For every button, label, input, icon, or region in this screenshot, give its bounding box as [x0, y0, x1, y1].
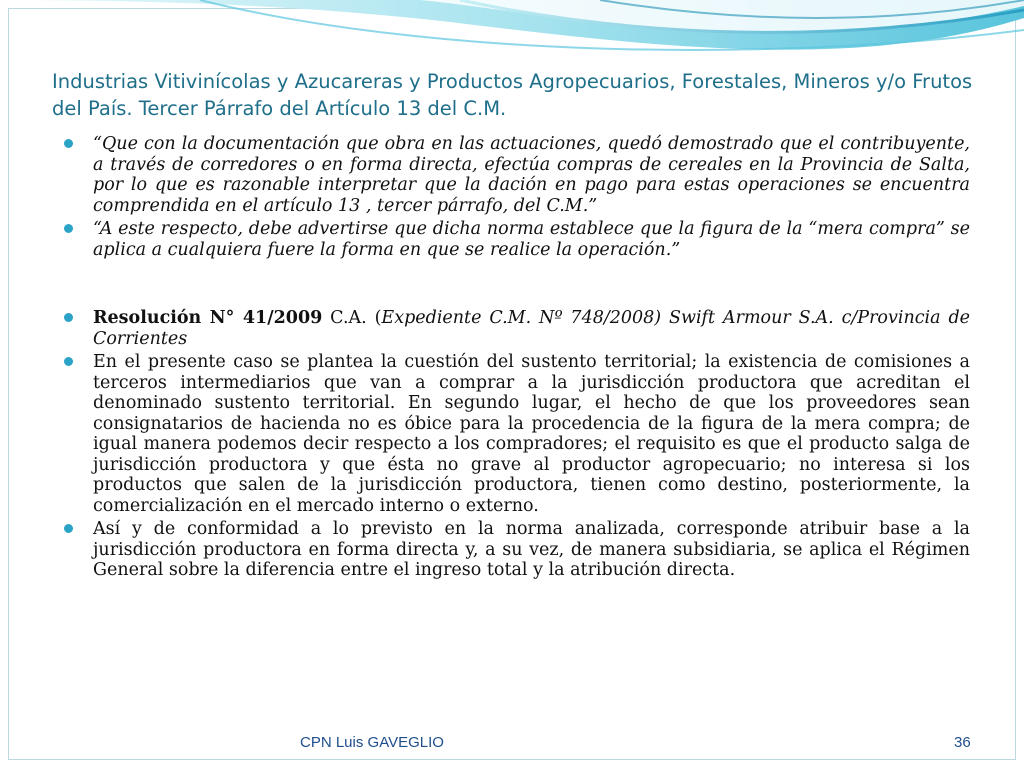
slide-title: Industrias Vitivinícolas y Azucareras y Productos Agropecuarios, Forestales, Mineros y/o Frutos del País. Tercer Párrafo del Artículo 13 del C.M.	[52, 70, 973, 120]
list-item	[64, 134, 970, 216]
footer-author: CPN Luis GAVEGLIO	[300, 734, 444, 751]
resolution-body: C.A. (	[322, 308, 382, 328]
list-item	[64, 308, 970, 349]
page-number: 36	[954, 734, 971, 751]
bullet-list	[64, 134, 970, 584]
bullet-icon	[64, 224, 73, 233]
bullet-icon	[64, 313, 73, 322]
paragraph-text: Así y de conformidad a lo previsto en la norma analizada, corresponde atribuir base a la jurisdicción productora en forma directa y, a su vez, de manera subsidiaria, se aplica el Régimen General sobre la diferencia entre el ingreso total y la atribución directa.	[93, 519, 970, 580]
quote-text: “A este respecto, debe advertirse que dicha norma establece que la figura de la “mera compra” se aplica a cualquiera fuere la forma en que se realice la operación.”	[93, 219, 970, 260]
list-item	[64, 352, 970, 516]
quote-text: “Que con la documentación que obra en las actuaciones, quedó demostrado que el contribuyente, a través de corredores o en forma directa, efectúa compras de cereales en la Provincia de Salta, por lo que es razonable interpretar que la dación en pago para estas operaciones se encuentra comprendida en el artículo 13 , tercer párrafo, del C.M.”	[93, 134, 970, 216]
resolution-case: Expediente C.M. Nº 748/2008) Swift Armour S.A. c/Provincia de Corrientes	[93, 308, 970, 349]
bullet-icon	[64, 524, 73, 533]
bullet-icon	[64, 357, 73, 366]
bullet-icon	[64, 139, 73, 148]
list-item	[64, 519, 970, 581]
resolution-number: Resolución N° 41/2009	[93, 308, 323, 328]
list-item	[64, 219, 970, 260]
paragraph-text: En el presente caso se plantea la cuestión del sustento territorial; la existencia de comisiones a terceros intermediarios que van a comprar a la jurisdicción productora que acreditan el denominado sustento territorial. En segundo lugar, el hecho de que los proveedores sean consignatarios de hacienda no es óbice para la procedencia de la figura de la mera compra; de igual manera podemos decir respecto a los compradores; el requisito es que el producto salga de jurisdicción productora y que ésta no grave al productor agropecuario; no interesa si los productos que salen de la jurisdicción productora, tienen como destino, posteriormente, la comercialización en el mercado interno o externo.	[93, 352, 970, 516]
